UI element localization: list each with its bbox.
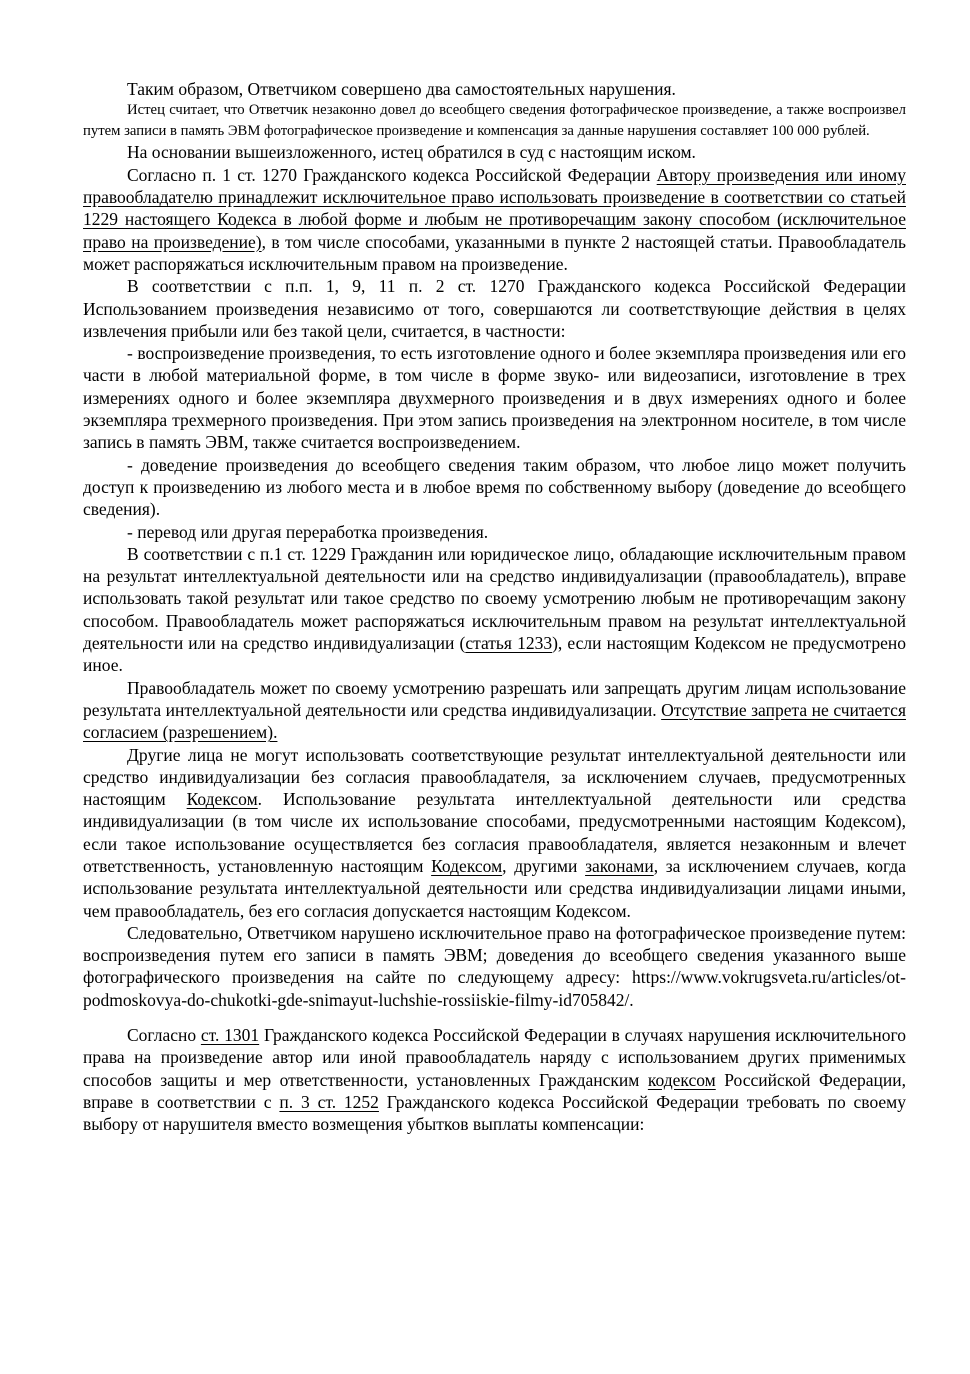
para-conclusion-two-violations: Таким образом, Ответчиком совершено два самостоятельных нарушения. bbox=[127, 79, 676, 99]
para-rightsholder-permission: Правообладатель может по своему усмотрению разрешать или запрещать другим лицам использование результата интеллектуальной деятельности или средства индивидуализации. Отсутствие запрета не считается согласием (разрешением). bbox=[83, 677, 906, 743]
para-basis-lawsuit: На основании вышеизложенного, истец обратился в суд с настоящим иском. bbox=[127, 142, 696, 163]
underlined-text: кодексом bbox=[647, 1069, 716, 1090]
para-art-1270-p1: Согласно п. 1 ст. 1270 Гражданского кодекса Российской Федерации Автору произведения или иному правообладателю принадлежит исключительное право использовать произведение в соответствии со статьей 1229 настоящего Кодекса в любой форме и любым не противоречащим закону способом (исключительное право на произведение), в том числе способами, указанными в пункте 2 настоящей статьи. Правообладатель может распоряжаться исключительным правом на произведение. bbox=[83, 164, 906, 274]
para-claim-compensation: Истец считает, что Ответчик незаконно довел до всеобщего сведения фотографическое произведение, а также воспроизвел путем записи в память ЭВМ фотографическое произведение и компенсация за данные нарушения составляет 100 000 рублей. bbox=[83, 102, 906, 139]
para-item-reproduction: - воспроизведение произведения, то есть изготовление одного и более экземпляра произведения или его части в любой материальной форме, в том числе в форме звуко- или видеозаписи, изготовление в трех измерениях одного и более экземпляра двухмерного произведения и в двух измерениях одного и более экземпляра трехмерного произведения. При этом запись произведения на электронном носителе, в том числе запись в память ЭВМ, также считается воспроизведением. bbox=[83, 343, 906, 453]
underlined-text: Кодексом bbox=[431, 855, 503, 876]
underlined-text: статья 1233 bbox=[465, 633, 553, 654]
underlined-text: Кодексом bbox=[186, 789, 258, 810]
para-art-1301: Согласно ст. 1301 Гражданского кодекса Российской Федерации в случаях нарушения исключительного права на произведение автор или иной правообладатель наряду с использованием других применимых способов защиты и мер ответственности, установленных Гражданским кодексом Российской Федерации, вправе в соответствии с п. 3 ст. 1252 Гражданского кодекса Российской Федерации требовать по своему выбору от нарушителя вместо возмещения убытков выплаты компенсации: bbox=[83, 1025, 907, 1135]
para-art-1270-p2: В соответствии с п.п. 1, 9, 11 п. 2 ст. 1270 Гражданского кодекса Российской Федерации Использованием произведения независимо от того, совершаются ли соответствующие действия в целях извлечения прибыли или без такой цели, считается, в частности: bbox=[83, 276, 906, 341]
document-body bbox=[83, 78, 906, 1136]
underlined-text: Отсутствие запрета не считается согласием (разрешением). bbox=[83, 699, 906, 743]
para-violation-conclusion: Следовательно, Ответчиком нарушено исключительное право на фотографическое произведение путем: воспроизведения путем его записи в память ЭВМ; доведения до всеобщего сведения указанного выше фотографического произведения на сайте по следующему адресу: https://www.vokrugsveta.ru/articles/ot-podmoskovya-do-chukotki-gde-snimayut-luchshie-rossiiskie-filmy-id705842/. bbox=[83, 922, 906, 1010]
underlined-text: ст. 1301 bbox=[200, 1025, 260, 1046]
para-other-persons: Другие лица не могут использовать соответствующие результат интеллектуальной деятельности или средство индивидуализации без согласия правообладателя, за исключением случаев, предусмотренных настоящим Кодексом. Использование результата интеллектуальной деятельности или средства индивидуализации (в том числе их использование способами, предусмотренными настоящим Кодексом), если такое использование осуществляется без согласия правообладателя, является незаконным и влечет ответственность, установленную настоящим Кодексом, другими законами, за исключением случаев, когда использование результата интеллектуальной деятельности или средства индивидуализации лицами иными, чем правообладатель, без его согласия допускается настоящим Кодексом. bbox=[83, 744, 906, 921]
para-art-1229-p1: В соответствии с п.1 ст. 1229 Гражданин или юридическое лицо, обладающие исключительным правом на результат интеллектуальной деятельности или на средство индивидуализации (правообладатель), вправе использовать такой результат или такое средство по своему усмотрению любым не противоречащим закону способом. Правообладатель может распоряжаться исключительным правом на результат интеллектуальной деятельности или на средство индивидуализации (статья 1233), если настоящим Кодексом не предусмотрено иное. bbox=[83, 543, 906, 676]
underlined-text: п. 3 ст. 1252 bbox=[279, 1091, 379, 1112]
underlined-text: Автору произведения или иному правообладателю принадлежит исключительное право использовать произведение в соответствии со статьей 1229 настоящего Кодекса в любой форме и любым не противоречащим закону способом (исключительное право на произведение) bbox=[83, 164, 906, 252]
para-item-translation: - перевод или другая переработка произведения. bbox=[127, 521, 489, 542]
para-item-public-access: - доведение произведения до всеобщего сведения таким образом, что любое лицо может получить доступ к произведению из любого места и в любое время по собственному выбору (доведение до всеобщего сведения). bbox=[83, 454, 906, 520]
underlined-text: законами bbox=[585, 855, 654, 876]
